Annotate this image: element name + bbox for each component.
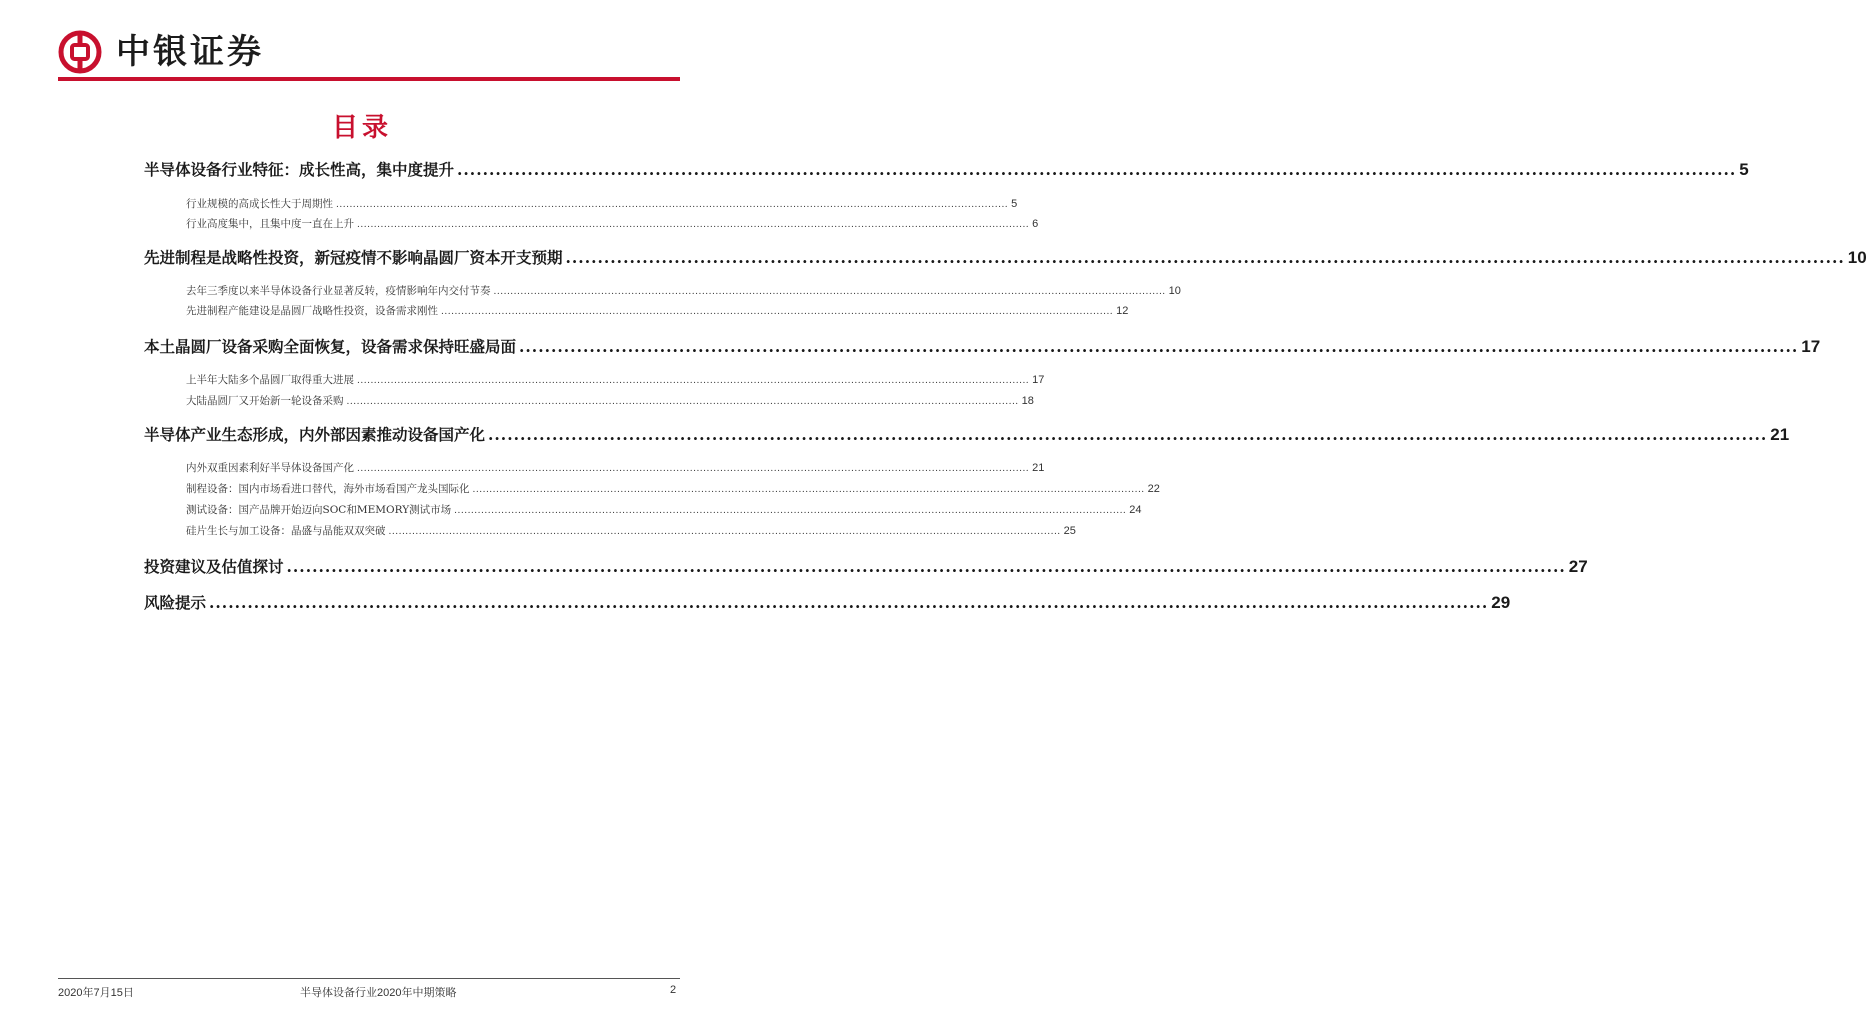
toc-entry-text: 半导体产业生态形成，内外部因素推动设备国产化 (144, 425, 486, 444)
toc-leader: ........................................................................................................................................................................................................ (388, 527, 1061, 537)
toc-entry-text: 本土晶圆厂设备采购全面恢复，设备需求保持旺盛局面 (144, 337, 517, 356)
toc-entry[interactable] (186, 502, 1142, 517)
toc-leader: ........................................................................................................................................................................................................ (286, 557, 1566, 576)
toc-entry-text: 先进制程是战略性投资，新冠疫情不影响晶圆厂资本开支预期 (144, 248, 563, 267)
page-header (58, 28, 680, 82)
toc-entry[interactable] (144, 335, 1821, 357)
toc-entry-text: 测试设备：国产品牌开始迈向SOC和MEMORY测试市场 (186, 504, 452, 516)
toc-leader: ........................................................................................................................................................................................................ (357, 464, 1030, 474)
toc-entry-text: 去年三季度以来半导体设备行业显著反转，疫情影响年内交付节奏 (186, 285, 491, 297)
toc-entry-page: 6 (1032, 218, 1039, 230)
toc-entry-text: 行业规模的高成长性大于周期性 (186, 198, 333, 210)
toc-entry-page: 18 (1021, 395, 1034, 407)
toc-entry-text: 投资建议及估值探讨 (144, 557, 284, 576)
toc-entry-page: 10 (1847, 248, 1867, 267)
toc-leader: ........................................................................................................................................................................................................ (565, 248, 1845, 267)
toc-entry-page: 5 (1739, 160, 1749, 179)
toc-entry-page: 10 (1168, 285, 1181, 297)
toc-entry-text: 半导体设备行业特征：成长性高，集中度提升 (144, 160, 455, 179)
toc-title: 目录 (331, 113, 392, 143)
toc-entry[interactable] (186, 303, 1129, 318)
toc-entry[interactable] (186, 216, 1039, 231)
toc-leader: ........................................................................................................................................................................................................ (357, 376, 1030, 386)
toc-entry[interactable] (144, 591, 1511, 613)
toc-leader: ........................................................................................................................................................................................................ (357, 220, 1030, 230)
toc-entry-page: 12 (1116, 305, 1129, 317)
toc-entry-page: 25 (1063, 525, 1076, 537)
toc-entry[interactable] (186, 372, 1045, 387)
toc-entry-page: 5 (1011, 198, 1018, 210)
toc-leader: ........................................................................................................................................................................................................ (441, 307, 1114, 317)
toc-entry[interactable] (186, 481, 1160, 496)
toc-entry-text: 行业高度集中，且集中度一直在上升 (186, 218, 354, 230)
toc-entry-text: 先进制程产能建设是晶圆厂战略性投资，设备需求刚性 (186, 305, 438, 317)
toc-entry[interactable] (186, 196, 1018, 211)
toc-entry[interactable] (186, 393, 1034, 408)
toc-leader: ........................................................................................................................................................................................................ (519, 337, 1799, 356)
toc-leader: ........................................................................................................................................................................................................ (472, 485, 1145, 495)
toc-leader: ........................................................................................................................................................................................................ (457, 160, 1737, 179)
toc-entry-page: 21 (1032, 462, 1045, 474)
toc-entry-text: 硅片生长与加工设备：晶盛与晶能双双突破 (186, 525, 386, 537)
toc-entry-page: 24 (1129, 504, 1142, 516)
footer-rule (58, 978, 680, 979)
toc-leader: ........................................................................................................................................................................................................ (454, 506, 1127, 516)
toc-entry[interactable] (186, 283, 1181, 298)
toc-entry-page: 22 (1147, 483, 1160, 495)
toc-leader: ........................................................................................................................................................................................................ (488, 425, 1768, 444)
toc-entry-text: 风险提示 (144, 593, 207, 612)
footer-page-number: 2 (670, 984, 677, 996)
toc-entry-text: 制程设备：国内市场看进口替代，海外市场看国产龙头国际化 (186, 483, 470, 495)
toc-entry-text: 内外双重因素利好半导体设备国产化 (186, 462, 354, 474)
toc-entry[interactable] (144, 555, 1588, 577)
toc-entry-page: 27 (1568, 557, 1588, 576)
toc-entry-page: 17 (1032, 374, 1045, 386)
toc-entry-text: 上半年大陆多个晶圆厂取得重大进展 (186, 374, 354, 386)
toc-entry[interactable] (186, 460, 1045, 475)
toc-leader: ........................................................................................................................................................................................................ (346, 397, 1019, 407)
toc-entry[interactable] (144, 246, 1867, 268)
bank-of-china-logo-icon (58, 30, 102, 74)
toc-entry[interactable] (144, 423, 1790, 445)
toc-leader: ........................................................................................................................................................................................................ (336, 200, 1009, 210)
toc-leader: ........................................................................................................................................................................................................ (209, 593, 1489, 612)
footer-date: 2020年7月15日 (58, 987, 134, 999)
toc-entry-page: 29 (1491, 593, 1511, 612)
brand-name: 中银证券 (116, 32, 264, 72)
toc-entry-page: 21 (1770, 425, 1790, 444)
toc-leader: ........................................................................................................................................................................................................ (493, 287, 1166, 297)
footer-doc-title: 半导体设备行业2020年中期策略 (300, 987, 457, 999)
toc-entry-text: 大陆晶圆厂又开始新一轮设备采购 (186, 395, 344, 407)
header-rule (58, 77, 680, 81)
toc-entry[interactable] (144, 158, 1749, 180)
toc-entry[interactable] (186, 523, 1076, 538)
toc-entry-page: 17 (1801, 337, 1821, 356)
